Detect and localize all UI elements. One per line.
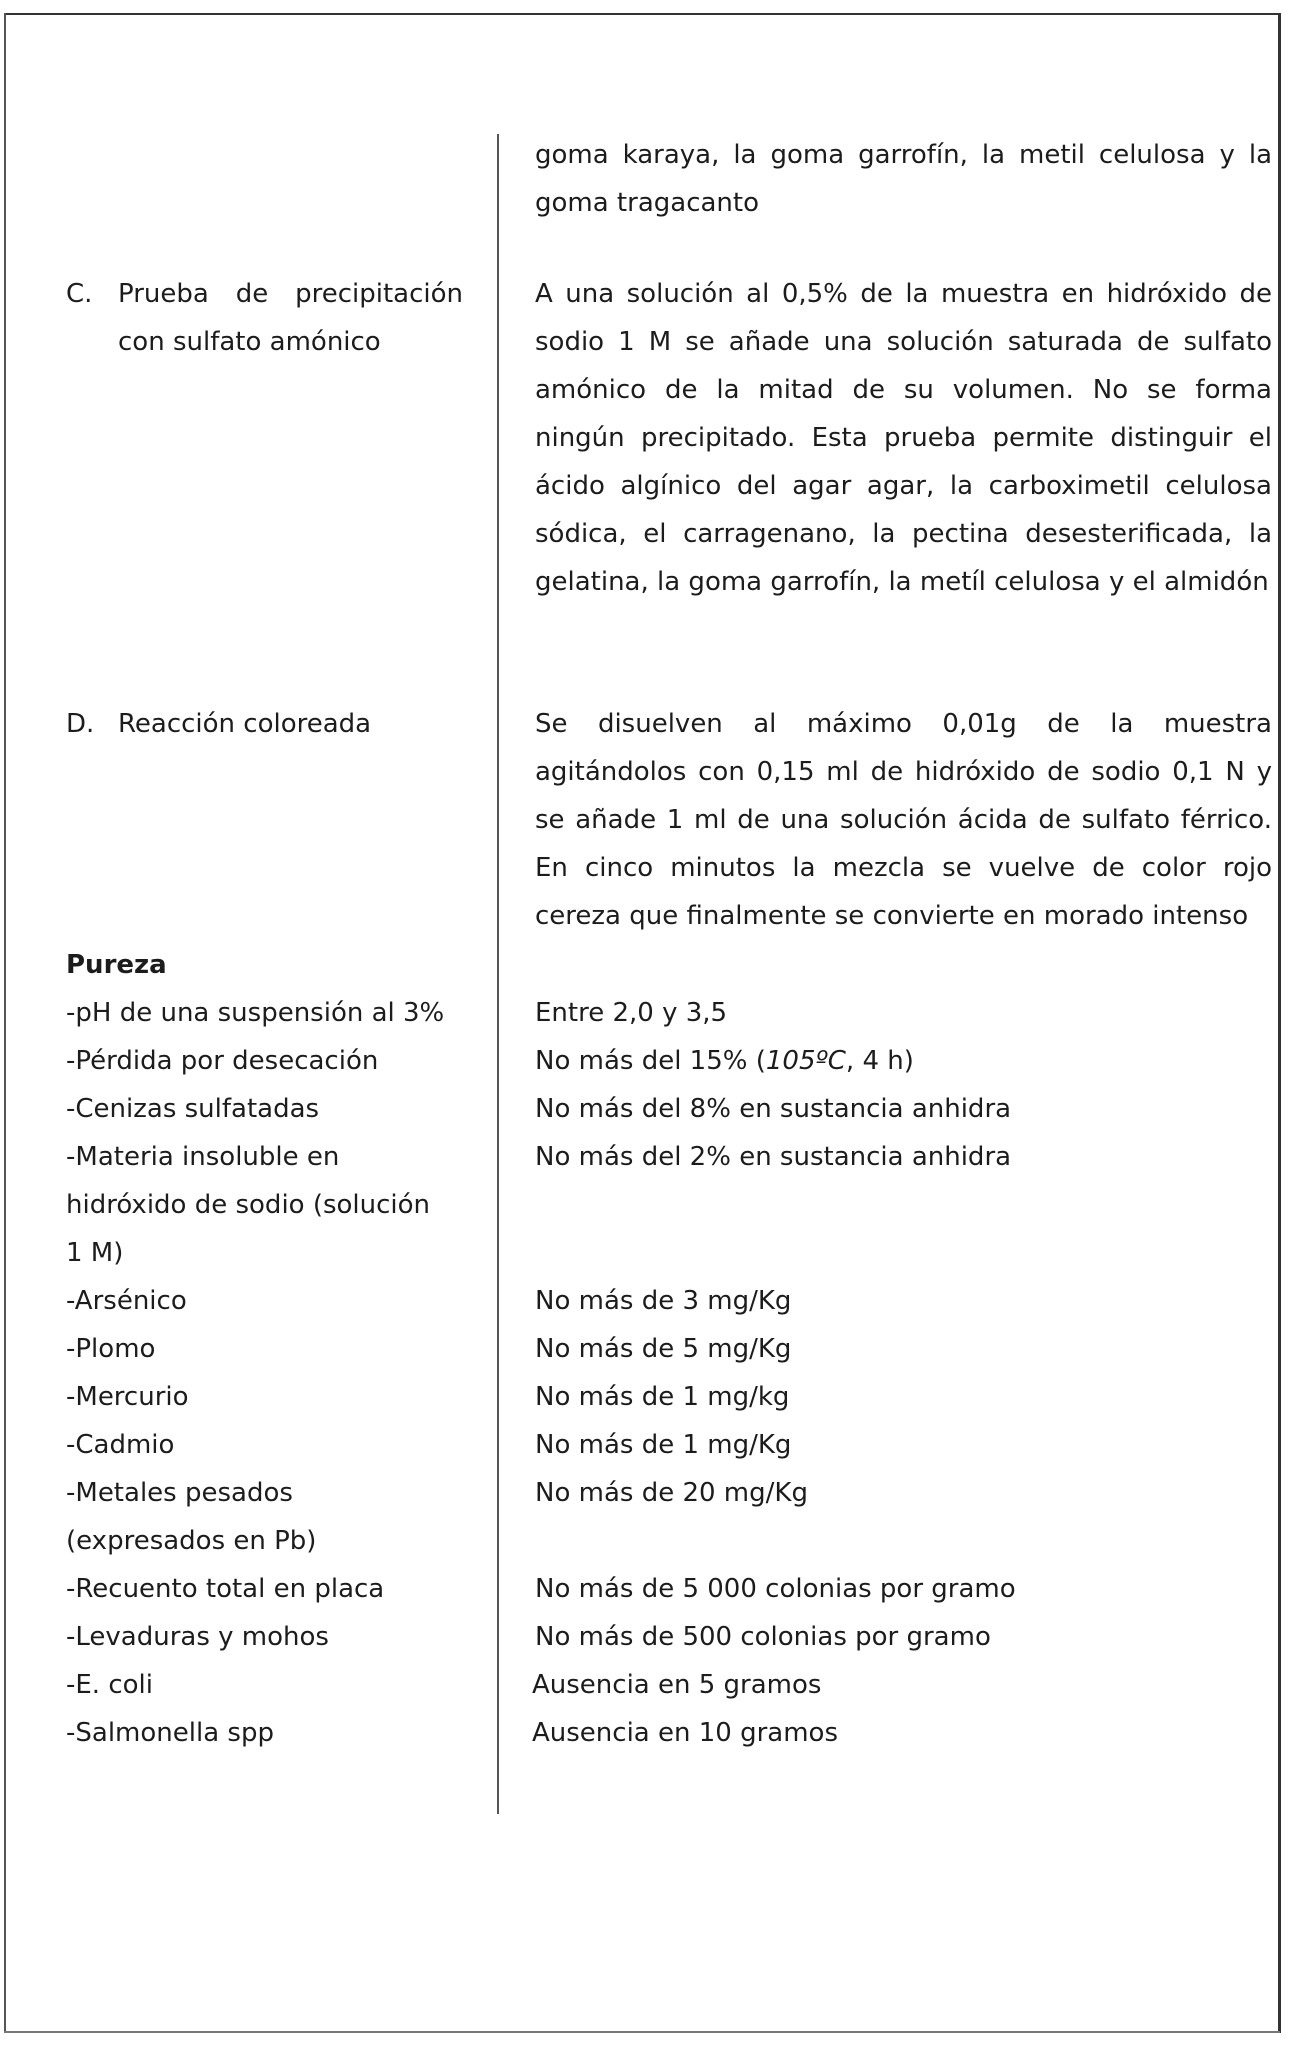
salmonella-label: -Salmonella spp — [66, 1718, 274, 1748]
ph-label: -pH de una suspensión al 3% — [66, 998, 445, 1028]
intro-continuation-text: goma karaya, la goma garrofín, la metil celulosa y la goma tragacanto — [535, 140, 1272, 218]
cadmium-value: No más de 1 mg/Kg — [535, 1430, 792, 1460]
test-c-label-line1: Prueba de precipitación — [118, 279, 463, 309]
insoluble-matter-value: No más del 2% en sustancia anhidra — [535, 1142, 1012, 1172]
salmonella-value: Ausencia en 10 gramos — [532, 1718, 838, 1748]
ph-value: Entre 2,0 y 3,5 — [535, 998, 728, 1028]
insoluble-matter-label-1: -Materia insoluble en — [66, 1142, 340, 1172]
loss-on-drying-label: -Pérdida por desecación — [66, 1046, 379, 1076]
mercury-value: No más de 1 mg/kg — [535, 1382, 790, 1412]
ecoli-value: Ausencia en 5 gramos — [532, 1670, 822, 1700]
test-c-label-line2: con sulfato amónico — [118, 327, 381, 357]
purity-heading: Pureza — [66, 950, 167, 980]
plate-count-value: No más de 5 000 colonias por gramo — [535, 1574, 1016, 1604]
mercury-label: -Mercurio — [66, 1382, 189, 1412]
test-c-description: A una solución al 0,5% de la muestra en hidróxido de sodio 1 M se añade una solución saturada de sulfato amónico de la mitad de su volumen. No se forma ningún precipitado. Esta prueba permite distinguir el ácido algínico del agar agar, la carboximetil celulosa sódica, el carragenano, la pectina desesterificada, la gelatina, la goma garrofín, la metíl celulosa y el almidón — [535, 279, 1272, 597]
loss-on-drying-value: No más del 15% (105ºC, 4 h) — [535, 1046, 914, 1076]
test-c-letter: C. — [66, 279, 93, 309]
heavy-metals-label-1: -Metales pesados — [66, 1478, 293, 1508]
sulfated-ash-label: -Cenizas sulfatadas — [66, 1094, 320, 1124]
cadmium-label: -Cadmio — [66, 1430, 175, 1460]
yeast-mould-value: No más de 500 colonias por gramo — [535, 1622, 991, 1652]
yeast-mould-label: -Levaduras y mohos — [66, 1622, 329, 1652]
ecoli-label: -E. coli — [66, 1670, 153, 1700]
test-d-label: Reacción coloreada — [118, 709, 372, 739]
lead-label: -Plomo — [66, 1334, 156, 1364]
page-border-top — [4, 13, 1280, 15]
insoluble-matter-label-2: hidróxido de sodio (solución — [66, 1190, 431, 1220]
column-divider — [497, 134, 499, 1814]
page-border-bottom — [4, 2031, 1280, 2033]
insoluble-matter-label-3: 1 M) — [66, 1238, 124, 1268]
page-border-right — [1278, 13, 1281, 2033]
page-border-left — [4, 13, 6, 2033]
lead-value: No más de 5 mg/Kg — [535, 1334, 792, 1364]
test-d-letter: D. — [66, 709, 95, 739]
heavy-metals-value: No más de 20 mg/Kg — [535, 1478, 808, 1508]
arsenic-label: -Arsénico — [66, 1286, 187, 1316]
test-d-description: Se disuelven al máximo 0,01g de la muestra agitándolos con 0,15 ml de hidróxido de sodio 0,1 N y se añade 1 ml de una solución ácida de sulfato férrico. En cinco minutos la mezcla se vuelve de color rojo cereza que finalmente se convierte en morado intenso — [535, 709, 1272, 931]
heavy-metals-label-2: (expresados en Pb) — [66, 1526, 317, 1556]
sulfated-ash-value: No más del 8% en sustancia anhidra — [535, 1094, 1012, 1124]
plate-count-label: -Recuento total en placa — [66, 1574, 385, 1604]
arsenic-value: No más de 3 mg/Kg — [535, 1286, 792, 1316]
